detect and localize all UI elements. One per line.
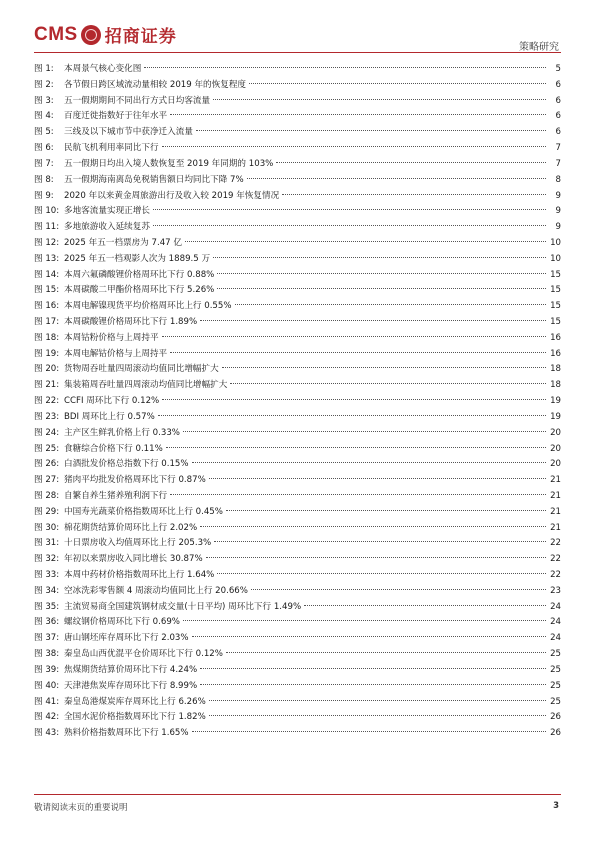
toc-dot-leader [226,510,546,511]
toc-entry-label: 图 27: [34,475,60,486]
toc-entry-title: 集装箱周吞吐量四周滚动均值同比增幅扩大 [64,380,228,391]
toc-entry-title: 全国水泥价格指数周环比下行 1.82% [64,712,206,723]
toc-entry-page: 21 [550,490,561,501]
footer-disclaimer: 敬请阅读末页的重要说明 [34,803,128,813]
toc-entry[interactable] [34,647,561,663]
toc-entry-page: 25 [550,696,561,707]
toc-entry-label: 图 22: [34,396,60,407]
toc-entry-title: 百度迁徙指数好于往年水平 [64,111,168,122]
toc-entry-page: 22 [550,538,561,549]
toc-entry[interactable] [34,62,561,78]
toc-entry-title: 秦皇岛港煤炭库存周环比上行 6.26% [64,696,206,707]
toc-entry-label: 图 21: [34,380,60,391]
toc-entry-title: 本周电解钴价格与上周持平 [64,348,168,359]
logo-chinese-text: 招商证券 [104,27,177,47]
toc-entry[interactable] [34,78,561,94]
toc-entry[interactable] [34,157,561,173]
toc-entry-label: 图 34: [34,585,60,596]
toc-entry-label: 图 37: [34,633,60,644]
toc-dot-leader [222,367,546,368]
toc-entry-title: 本周电解镍现货平均价格周环比上行 0.55% [64,301,232,312]
toc-entry-title: 自繁自养生猪养殖利润下行 [64,490,168,501]
toc-entry-page: 20 [550,443,561,454]
toc-entry-page: 22 [550,554,561,565]
toc-entry-label: 图 5: [34,127,54,138]
toc-entry-title: 五一假期日均出入境人数恢复至 2019 年同期的 103% [64,158,274,169]
toc-dot-leader [170,494,546,495]
toc-dot-leader [166,447,546,448]
toc-entry-label: 图 15: [34,285,60,296]
toc-dot-leader [183,620,546,621]
toc-entry-page: 23 [550,585,561,596]
toc-entry-label: 图 9: [34,190,54,201]
toc-entry-title: 秦皇岛山西优混平仓价周环比下行 0.12% [64,649,223,660]
toc-entry[interactable] [34,315,561,331]
toc-dot-leader [249,83,546,84]
toc-dot-leader [206,557,546,558]
toc-entry[interactable] [34,220,561,236]
toc-entry-title: 猪肉平均批发价格周环比下行 0.87% [64,475,206,486]
toc-entry-title: 中国寿光蔬菜价格指数周环比上行 0.45% [64,506,223,517]
toc-entry-title: 本周六氟磷酸锂价格周环比下行 0.88% [64,269,215,280]
toc-entry-label: 图 8: [34,174,54,185]
toc-entry-title: 唐山钢坯库存周环比下行 2.03% [64,633,189,644]
toc-entry-label: 图 17: [34,317,60,327]
toc-entry-label: 图 43: [34,728,60,739]
toc-entry[interactable] [34,663,561,679]
toc-entry[interactable] [34,283,561,299]
toc-entry-page: 9 [555,190,561,201]
toc-entry[interactable] [34,489,561,505]
toc-entry-title: 本周景气核心变化图 [64,64,142,74]
toc-entry-title: 棉花期货结算价周环比上行 2.02% [64,522,198,533]
toc-entry[interactable] [34,568,561,584]
toc-entry-label: 图 12: [34,237,60,248]
toc-entry[interactable] [34,347,561,363]
toc-entry-page: 18 [550,364,561,375]
toc-dot-leader [226,652,546,653]
toc-entry[interactable] [34,394,561,410]
toc-entry-page: 6 [555,127,561,138]
toc-entry-title: 五一假期期间不同出行方式日均客流量 [64,95,211,106]
toc-entry-label: 图 20: [34,364,60,375]
toc-dot-leader [185,241,546,242]
toc-dot-leader [209,700,546,701]
toc-entry[interactable] [34,426,561,442]
toc-dot-leader [235,304,546,305]
toc-entry-title: 本周碳酸锂价格周环比下行 1.89% [64,317,198,327]
toc-entry-page: 8 [555,174,561,185]
toc-dot-leader [158,415,546,416]
toc-entry-page: 9 [555,222,561,233]
section-tag: 策略研究 [519,42,559,53]
toc-entry-page: 24 [550,617,561,628]
footer-divider [34,794,561,795]
toc-entry-page: 15 [550,285,561,296]
toc-entry-label: 图 36: [34,617,60,628]
toc-entry[interactable] [34,726,561,742]
toc-entry-title: 空冰洗彩零售额 4 周滚动均值同比上行 20.66% [64,585,248,596]
toc-dot-leader [153,209,546,210]
toc-entry[interactable] [34,189,561,205]
toc-dot-leader [183,431,546,432]
toc-entry-label: 图 13: [34,253,60,264]
toc-entry[interactable] [34,331,561,347]
toc-entry[interactable] [34,125,561,141]
toc-dot-leader [217,288,546,289]
toc-entry-page: 5 [555,64,561,74]
toc-entry[interactable] [34,236,561,252]
toc-dot-leader [276,162,546,163]
toc-dot-leader [170,114,546,115]
toc-dot-leader [144,67,546,68]
toc-entry-page: 20 [550,459,561,470]
toc-entry-title: CCFI 周环比下行 0.12% [64,396,160,407]
toc-entry-label: 图 31: [34,538,60,549]
toc-entry[interactable] [34,615,561,631]
toc-entry-page: 7 [555,143,561,154]
toc-dot-leader [192,731,546,732]
toc-entry-page: 9 [555,206,561,217]
toc-entry-label: 图 3: [34,95,54,106]
toc-entry-label: 图 41: [34,696,60,707]
toc-entry-label: 图 1: [34,64,54,74]
toc-dot-leader [213,99,546,100]
toc-entry-title: 主产区生鲜乳价格上行 0.33% [64,427,180,438]
toc-entry-title: 螺纹钢价格周环比下行 0.69% [64,617,180,628]
toc-entry[interactable] [34,173,561,189]
toc-entry[interactable] [34,584,561,600]
toc-entry-label: 图 29: [34,506,60,517]
toc-entry-title: 各节假日跨区域流动量相较 2019 年的恢复程度 [64,79,247,90]
toc-entry-label: 图 2: [34,79,54,90]
toc-entry[interactable] [34,710,561,726]
toc-dot-leader [196,130,546,131]
toc-dot-leader [251,589,546,590]
toc-entry-page: 18 [550,380,561,391]
toc-dot-leader [230,383,546,384]
toc-entry-label: 图 19: [34,348,60,359]
toc-dot-leader [209,715,546,716]
toc-dot-leader [200,684,546,685]
toc-entry[interactable] [34,457,561,473]
toc-entry-label: 图 11: [34,222,60,233]
toc-dot-leader [200,668,546,669]
toc-entry-page: 21 [550,522,561,533]
toc-entry-page: 6 [555,111,561,122]
toc-entry-page: 22 [550,570,561,580]
toc-entry[interactable] [34,473,561,489]
toc-entry-page: 15 [550,269,561,280]
toc-entry-page: 10 [550,237,561,248]
toc-entry[interactable] [34,299,561,315]
toc-entry-page: 26 [550,712,561,723]
toc-entry-page: 25 [550,649,561,660]
toc-dot-leader [282,194,546,195]
toc-entry-label: 图 24: [34,427,60,438]
toc-entry-title: 天津港焦炭库存周环比下行 8.99% [64,680,198,691]
toc-entry-page: 16 [550,332,561,343]
toc-entry-title: 民航飞机利用率同比下行 [64,143,159,154]
toc-entry-label: 图 7: [34,158,54,169]
toc-entry-title: BDI 周环比上行 0.57% [64,411,155,422]
toc-entry-title: 2025 年五一档观影人次为 1889.5 万 [64,253,211,264]
toc-entry[interactable] [34,631,561,647]
toc-entry-title: 货物周吞吐量四周滚动均值同比增幅扩大 [64,364,219,375]
toc-entry-page: 6 [555,79,561,90]
toc-entry-label: 图 26: [34,459,60,470]
toc-dot-leader [192,636,546,637]
figure-index [34,62,561,742]
toc-entry-label: 图 30: [34,522,60,533]
toc-dot-leader [192,462,546,463]
toc-entry-label: 图 33: [34,570,60,580]
toc-entry-title: 熟料价格指数周环比下行 1.65% [64,728,189,739]
toc-entry-page: 24 [550,633,561,644]
toc-entry[interactable] [34,378,561,394]
toc-entry-page: 10 [550,253,561,264]
toc-dot-leader [304,605,546,606]
toc-entry[interactable] [34,679,561,695]
toc-entry-label: 图 32: [34,554,60,565]
toc-entry[interactable] [34,410,561,426]
toc-entry-page: 15 [550,301,561,312]
toc-dot-leader [200,526,546,527]
toc-entry[interactable] [34,695,561,711]
header-divider [34,52,561,53]
toc-entry-title: 2025 年五一档票房为 7.47 亿 [64,237,182,248]
toc-entry-page: 19 [550,411,561,422]
toc-entry-label: 图 40: [34,680,60,691]
toc-entry-page: 6 [555,95,561,106]
toc-entry-page: 16 [550,348,561,359]
toc-entry-page: 26 [550,728,561,739]
toc-entry-title: 多地旅游收入延续复苏 [64,222,150,233]
toc-entry-label: 图 14: [34,269,60,280]
toc-entry-title: 白酒批发价格总指数下行 0.15% [64,459,189,470]
toc-entry-title: 三线及以下城市节中获净迁入流量 [64,127,193,138]
toc-entry-page: 25 [550,664,561,675]
toc-entry-page: 24 [550,601,561,612]
toc-entry-title: 焦煤期货结算价周环比下行 4.24% [64,664,198,675]
toc-entry[interactable] [34,442,561,458]
toc-entry-label: 图 18: [34,332,60,343]
toc-entry-title: 本周中药材价格指数周环比上行 1.64% [64,570,215,580]
toc-entry[interactable] [34,552,561,568]
toc-entry-title: 本周钴粉价格与上周持平 [64,332,159,343]
toc-entry-title: 年初以来票房收入同比增长 30.87% [64,554,203,565]
toc-entry[interactable] [34,536,561,552]
toc-entry-page: 21 [550,475,561,486]
toc-dot-leader [170,352,546,353]
toc-entry[interactable] [34,505,561,521]
toc-entry[interactable] [34,141,561,157]
toc-dot-leader [209,478,546,479]
toc-entry-title: 本周碳酸二甲酯价格周环比下行 5.26% [64,285,215,296]
toc-dot-leader [247,178,546,179]
toc-dot-leader [162,336,546,337]
toc-entry-label: 图 28: [34,490,60,501]
toc-entry-page: 25 [550,680,561,691]
toc-entry[interactable] [34,268,561,284]
toc-entry[interactable] [34,94,561,110]
toc-entry-title: 2020 年以来黄金周旅游出行及收入较 2019 年恢复情况 [64,190,280,201]
toc-entry[interactable] [34,362,561,378]
toc-entry-page: 21 [550,506,561,517]
toc-dot-leader [217,273,546,274]
toc-entry-label: 图 16: [34,301,60,312]
page-number: 3 [553,801,559,811]
toc-entry-label: 图 10: [34,206,60,217]
toc-dot-leader [214,541,546,542]
toc-entry-page: 7 [555,158,561,169]
toc-dot-leader [213,257,546,258]
toc-entry-label: 图 42: [34,712,60,723]
cms-logo [34,22,177,47]
toc-entry-label: 图 6: [34,143,54,154]
toc-entry[interactable] [34,521,561,537]
toc-entry-label: 图 39: [34,664,60,675]
toc-entry-label: 图 4: [34,111,54,122]
toc-entry-page: 20 [550,427,561,438]
toc-entry-title: 十日票房收入均值周环比上行 205.3% [64,538,212,549]
toc-entry-title: 五一假期海南离岛免税销售额日均同比下降 7% [64,174,244,185]
toc-dot-leader [200,320,546,321]
toc-entry[interactable] [34,204,561,220]
toc-entry-label: 图 38: [34,649,60,660]
logo-latin-text: CMS [34,23,78,45]
toc-dot-leader [162,146,546,147]
toc-entry-page: 19 [550,396,561,407]
toc-entry[interactable] [34,252,561,268]
toc-entry-label: 图 25: [34,443,60,454]
toc-entry-title: 多地客流量实现正增长 [64,206,150,217]
logo-emblem-icon [81,25,101,45]
toc-entry[interactable] [34,600,561,616]
page-header [0,0,595,56]
toc-dot-leader [217,573,546,574]
toc-entry-title: 主流贸易商全国建筑钢材成交量(十日平均) 周环比下行 1.49% [64,601,302,612]
toc-dot-leader [153,225,546,226]
toc-entry-label: 图 35: [34,601,60,612]
toc-entry[interactable] [34,109,561,125]
toc-dot-leader [162,399,546,400]
toc-entry-label: 图 23: [34,411,60,422]
toc-entry-page: 15 [550,317,561,327]
toc-entry-title: 食糖综合价格下行 0.11% [64,443,163,454]
